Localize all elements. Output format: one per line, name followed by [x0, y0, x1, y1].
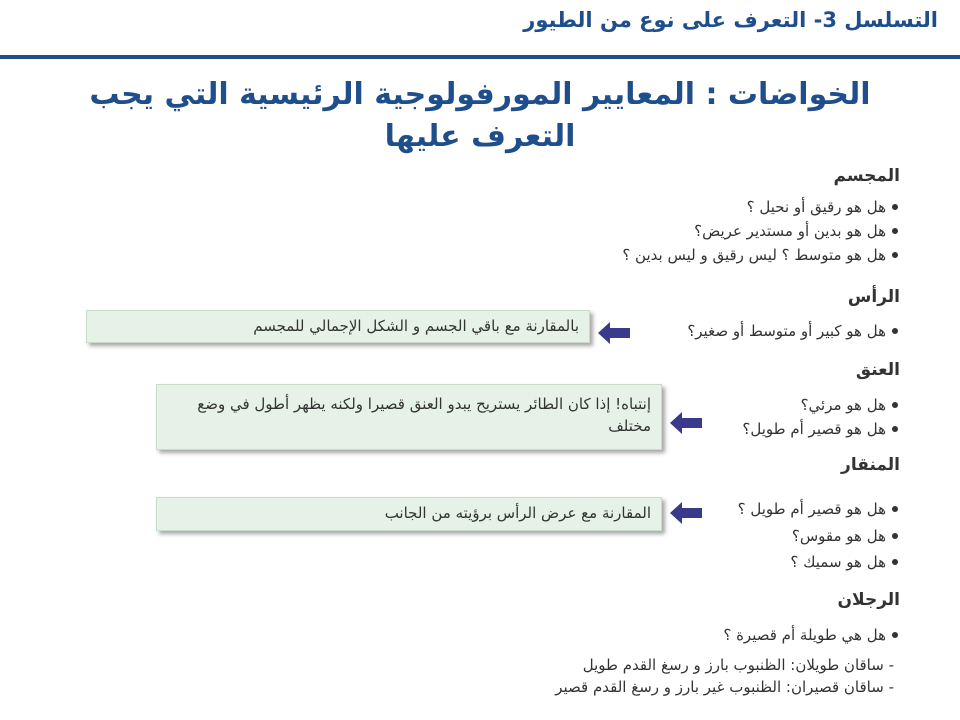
bullet-dot [892, 632, 898, 638]
section-title-legs: الرجلان [837, 590, 900, 610]
bullet-dot [892, 426, 898, 432]
left-arrow-icon [598, 322, 630, 344]
legs-detail-long: - ساقان طويلان: الظنبوب بارز و رسغ القدم طويل [582, 656, 894, 674]
list-item [801, 396, 898, 414]
bullet-dot [892, 533, 898, 539]
bullet-dot [892, 402, 898, 408]
bullet-text: هل هو قصير أم طويل ؟ [737, 500, 886, 518]
main-title: الخواضات : المعايير المورفولوجية الرئيسية التي يجب التعرف عليها [89, 77, 871, 154]
bullet-text: هل هو رقيق أو نحيل ؟ [746, 198, 886, 216]
left-arrow-icon [670, 412, 702, 434]
bullet-dot [892, 559, 898, 565]
list-item [790, 553, 898, 571]
bullet-text: هل هو قصير أم طويل؟ [742, 420, 886, 438]
page-header-title: التسلسل 3- التعرف على نوع من الطيور [523, 8, 938, 32]
section-title-head: الرأس [847, 287, 900, 307]
bullet-dot [892, 228, 898, 234]
list-item [694, 222, 898, 240]
header-divider [0, 55, 960, 59]
list-item [622, 246, 898, 264]
note-beak: المقارنة مع عرض الرأس برؤيته من الجانب [156, 497, 662, 531]
bullet-text: هل هي طويلة أم قصيرة ؟ [723, 626, 886, 644]
bullet-dot [892, 506, 898, 512]
list-item [738, 500, 898, 518]
list-item [687, 322, 898, 340]
note-neck: إنتباه! إذا كان الطائر يستريح يبدو العنق قصيرا ولكنه يظهر أطول في وضع مختلف [156, 384, 662, 450]
bullet-text: هل هو بدين أو مستدير عريض؟ [694, 222, 886, 240]
bullet-dot [892, 328, 898, 334]
note-head: بالمقارنة مع باقي الجسم و الشكل الإجمالي للمجسم [86, 310, 590, 343]
bullet-text: هل هو مرئي؟ [800, 396, 886, 414]
legs-detail-short: - ساقان قصيران: الظنبوب غير بارز و رسغ القدم قصير [555, 678, 894, 696]
section-title-body: المجسم [833, 166, 900, 186]
bullet-dot [892, 204, 898, 210]
list-item [742, 420, 898, 438]
list-item [747, 198, 898, 216]
bullet-dot [892, 252, 898, 258]
left-arrow-icon [670, 502, 702, 524]
bullet-text: هل هو متوسط ؟ ليس رقيق و ليس بدين ؟ [622, 246, 886, 264]
list-item [792, 527, 898, 545]
section-title-neck: العنق [855, 360, 900, 380]
section-title-beak: المنقار [841, 455, 900, 475]
bullet-text: هل هو كبير أو متوسط أو صغير؟ [687, 322, 886, 340]
bullet-text: هل هو سميك ؟ [790, 553, 886, 571]
bullet-text: هل هو مقوس؟ [791, 527, 886, 545]
list-item [723, 626, 898, 644]
